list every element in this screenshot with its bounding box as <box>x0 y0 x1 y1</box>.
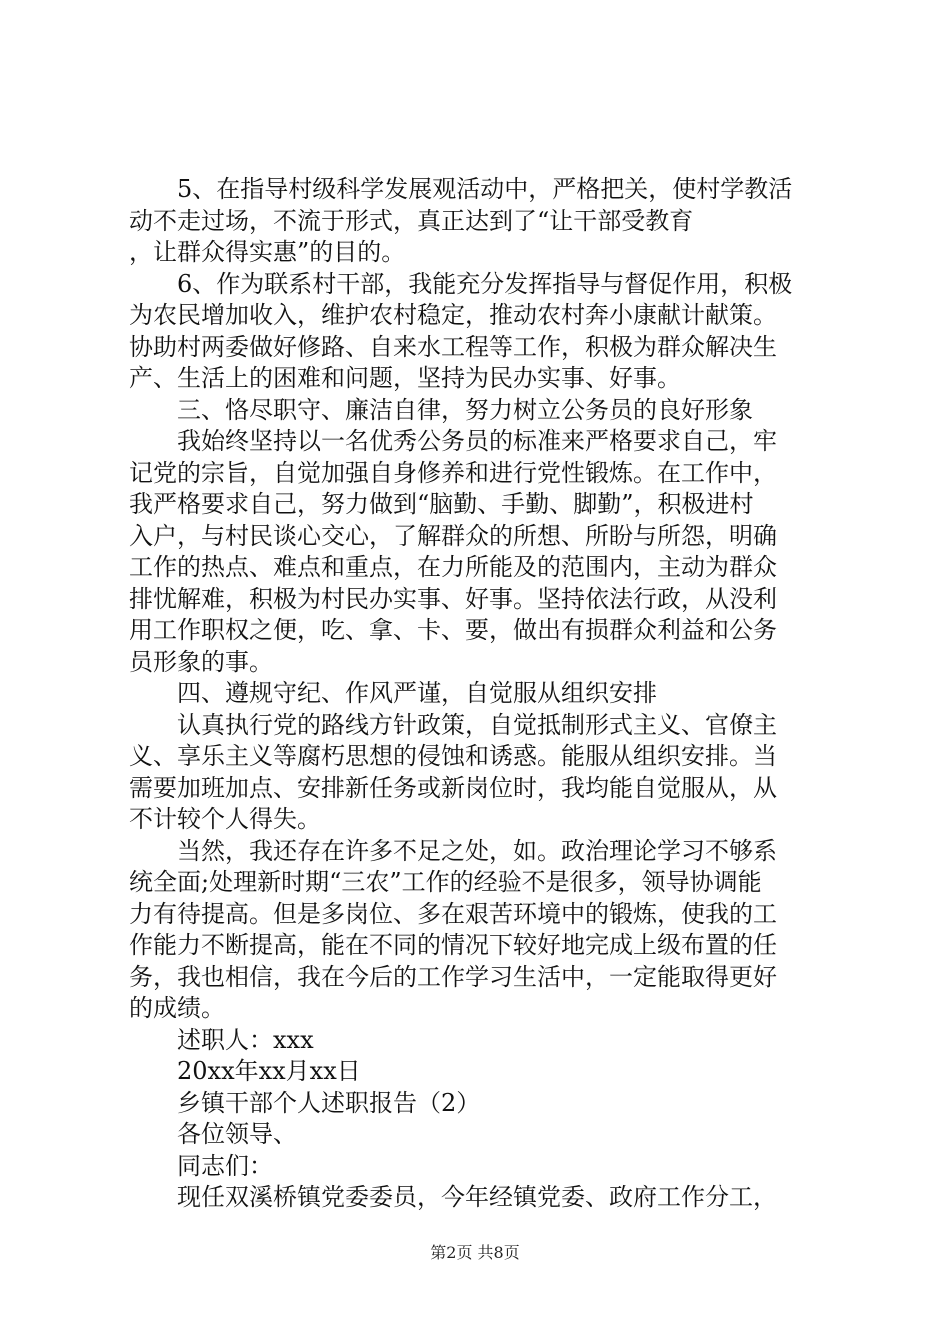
text-line: 我严格要求自己，努力做到“脑勤、手勤、脚勤”，积极进村 <box>129 490 754 518</box>
text-line: ，让群众得实惠”的目的。 <box>129 238 406 266</box>
section-heading: 四、遵规守纪、作风严谨，自觉服从组织安排 <box>177 679 657 707</box>
text-line: 记党的宗旨，自觉加强自身修养和进行党性锻炼。在工作中， <box>129 458 777 487</box>
text-line: 当然，我还存在许多不足之处，如。政治理论学习不够系 <box>177 836 777 865</box>
text-line: 工作的热点、难点和重点，在力所能及的范围内，主动为群众 <box>129 553 777 581</box>
signature-name: 述职人：xxx <box>177 1025 314 1054</box>
salutation: 各位领导、 <box>177 1120 297 1148</box>
text-line: 需要加班加点、安排新任务或新岗位时，我均能自觉服从，从 <box>129 773 777 802</box>
text-line: 认真执行党的路线方针政策，自觉抵制形式主义、官僚主 <box>177 710 777 739</box>
text-line: 用工作职权之便，吃、拿、卡、要，做出有损群众利益和公务 <box>129 616 777 644</box>
text-line: 协助村两委做好修路、自来水工程等工作，积极为群众解决生 <box>129 332 777 361</box>
page-number-footer: 第2页 共8页 <box>430 1243 520 1262</box>
text-line: 的成绩。 <box>129 994 225 1022</box>
text-line: 作能力不断提高，能在不同的情况下较好地完成上级布置的任 <box>129 931 777 959</box>
text-line: 入户，与村民谈心交心，了解群众的所想、所盼与所怨，明确 <box>129 521 777 550</box>
text-line: 5、在指导村级科学发展观活动中，严格把关，使村学教活 <box>177 175 793 203</box>
text-line: 现任双溪桥镇党委委员，今年经镇党委、政府工作分工， <box>177 1183 777 1211</box>
text-line: 6、作为联系村干部，我能充分发挥指导与督促作用，积极 <box>177 269 793 298</box>
text-line: 义、享乐主义等腐朽思想的侵蚀和诱惑。能服从组织安排。当 <box>129 742 777 770</box>
text-line: 产、生活上的困难和问题，坚持为民办实事、好事。 <box>129 364 681 392</box>
report-title: 乡镇干部个人述职报告（2） <box>177 1088 481 1117</box>
text-line: 员形象的事。 <box>129 647 273 676</box>
text-line: 排忧解难，积极为村民办实事、好事。坚持依法行政，从没利 <box>129 584 777 613</box>
text-line: 为农民增加收入，维护农村稳定，推动农村奔小康献计献策。 <box>129 301 777 329</box>
signature-date: 20xx年xx月xx日 <box>177 1057 361 1085</box>
document-body <box>129 174 829 1214</box>
text-line: 不计较个人得失。 <box>129 805 321 833</box>
section-heading: 三、恪尽职守、廉洁自律，努力树立公务员的良好形象 <box>177 395 753 424</box>
salutation: 同志们： <box>177 1151 273 1180</box>
text-line: 务，我也相信，我在今后的工作学习生活中，一定能取得更好 <box>129 962 777 991</box>
text-line: 统全面;处理新时期“三农”工作的经验不是很多，领导协调能 <box>129 868 762 896</box>
text-line: 力有待提高。但是多岗位、多在艰苦环境中的锻炼，使我的工 <box>129 899 777 928</box>
text-line: 我始终坚持以一名优秀公务员的标准来严格要求自己，牢 <box>177 427 777 455</box>
text-line: 动不走过场，不流于形式，真正达到了“让干部受教育 <box>129 206 694 235</box>
